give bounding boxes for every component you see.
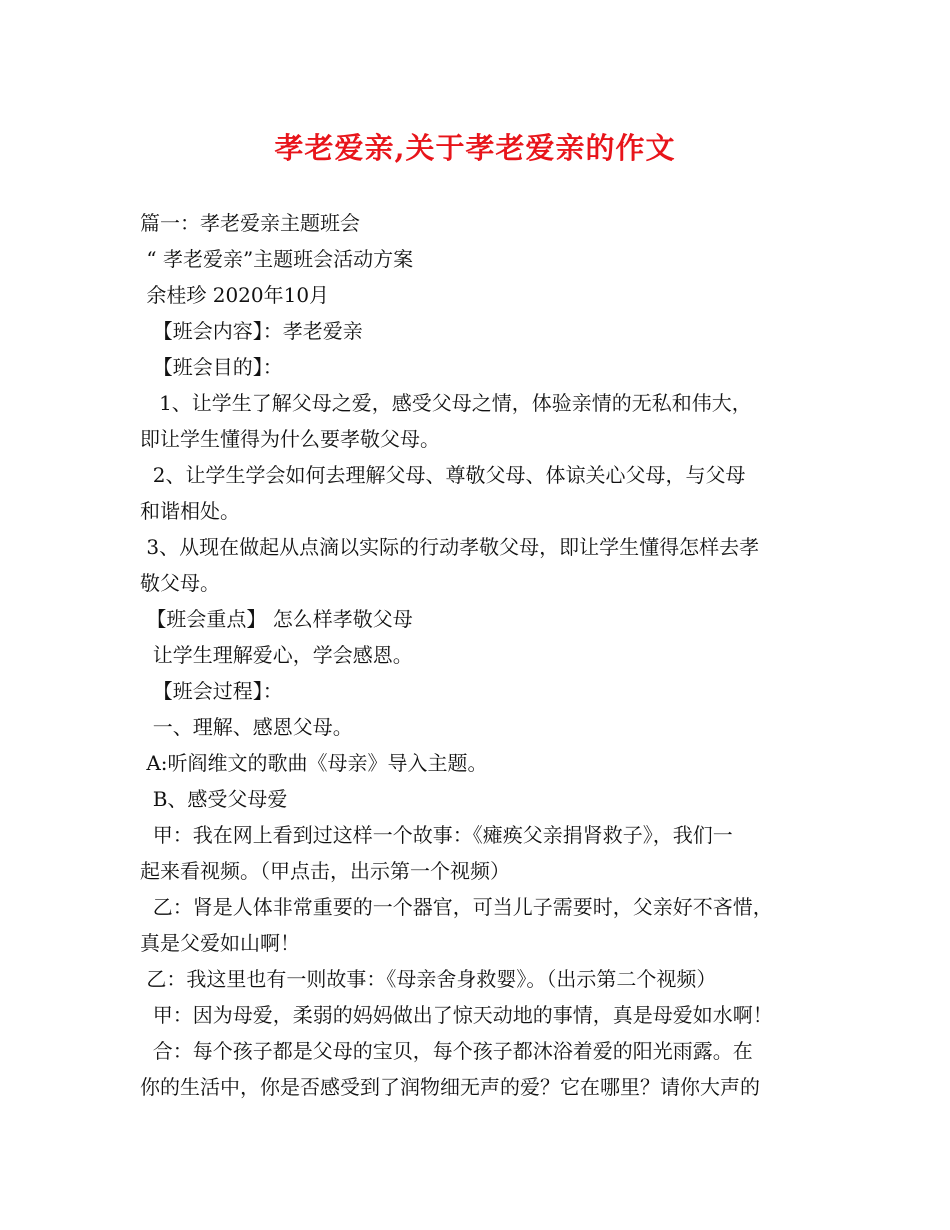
text-line: 敬父母。 [140,571,220,595]
text-line: 2、让学生学会如何去理解父母、尊敬父母、体谅关心父母，与父母 [140,463,746,487]
text-line: 3、从现在做起从点滴以实际的行动孝敬父母，即让学生懂得怎样去孝 [140,535,760,559]
text-line: 你的生活中，你是否感受到了润物细无声的爱？它在哪里？请你大声的 [140,1075,760,1099]
text-line: 让学生理解爱心，学会感恩。 [140,643,413,667]
text-line: 乙：我这里也有一则故事：《母亲舍身救婴》。（出示第二个视频） [140,967,717,991]
text-line: 起来看视频。（甲点击，出示第一个视频） [140,859,510,883]
document-body [140,205,820,1105]
text-line: 余桂珍 2020年10月 [140,283,330,307]
text-line: A:听阎维文的歌曲《母亲》导入主题。 [140,751,488,775]
text-line: 【班会过程】： [140,679,283,703]
text-line: 和谐相处。 [140,499,240,523]
text-line: 即让学生懂得为什么要孝敬父母。 [140,427,440,451]
text-line: 一、理解、感恩父母。 [140,715,353,739]
text-line: 合：每个孩子都是父母的宝贝，每个孩子都沐浴着爱的阳光雨露。在 [140,1039,753,1063]
text-line: 甲：因为母爱，柔弱的妈妈做出了惊天动地的事情，真是母爱如水啊！ [140,1003,773,1027]
text-line: 乙：肾是人体非常重要的一个器官，可当儿子需要时，父亲好不吝惜， [140,895,773,919]
text-line: 真是父爱如山啊！ [140,931,300,955]
text-line: 甲：我在网上看到过这样一个故事：《瘫痪父亲捐肾救子》，我们一 [140,823,733,847]
text-line: 1、让学生了解父母之爱，感受父母之情，体验亲情的无私和伟大， [140,391,752,415]
text-line: 篇一：孝老爱亲主题班会 [140,211,360,235]
document-title: 孝老爱亲,关于孝老爱亲的作文 [274,131,676,165]
text-line: 【班会内容】：孝老爱亲 [140,319,363,343]
text-line: “ 孝老爱亲”主题班会活动方案 [140,247,414,271]
text-line: B、感受父母爱 [140,787,288,811]
text-line: 【班会目的】： [140,355,283,379]
text-line: 【班会重点】 怎么样孝敬父母 [140,607,413,631]
